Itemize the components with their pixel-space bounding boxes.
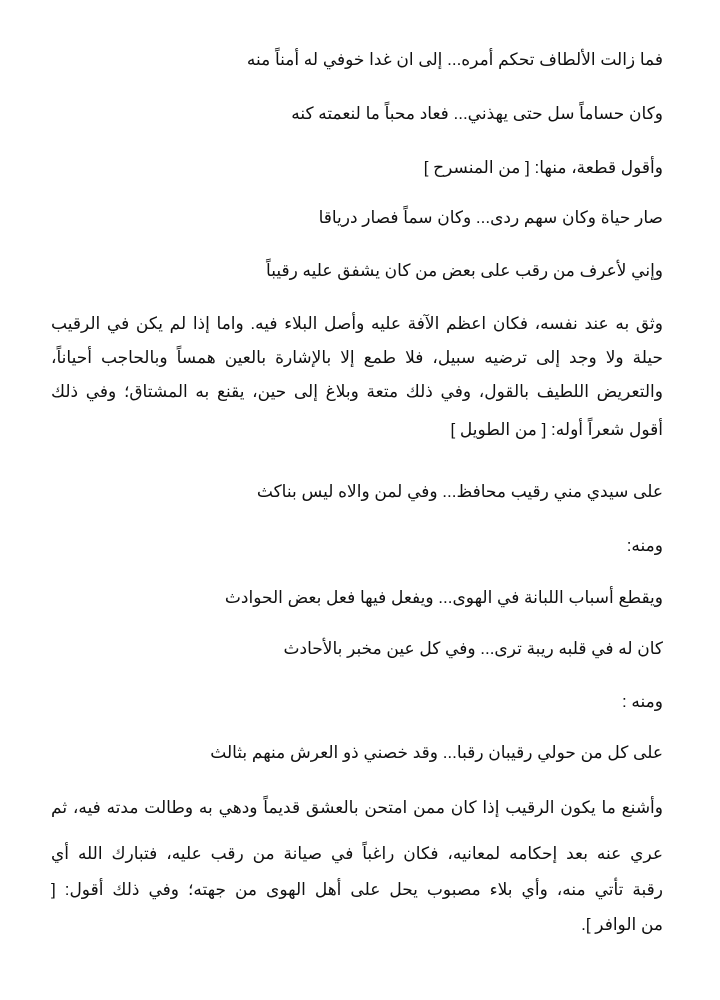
text-line: ومنه:: [626, 536, 663, 555]
text-line: وإني لأعرف من رقب على بعض من كان يشفق عليه رقيباً: [266, 261, 663, 280]
paragraph-line: وأشنع ما يكون الرقيب إذا كان ممن امتحن بالعشق قديماً ودهي به وطالت مدته فيه، ثم: [51, 798, 663, 817]
verse-line: على سيدي مني رقيب محافظ... وفي لمن والاه ليس بناكث: [256, 482, 663, 501]
verse-line: وكان حساماً سل حتى يهذني... فعاد محباً ما لنعمته كنه: [291, 104, 663, 123]
text-line: ومنه :: [621, 692, 663, 711]
paragraph-line: وثق به عند نفسه، فكان اعظم الآفة عليه وأصل البلاء فيه. واما إذا لم يكن في الرقيب: [51, 314, 663, 333]
heading-line: وأقول قطعة، منها: [ من المنسرح ]: [423, 158, 663, 177]
verse-line: على كل من حولي رقيبان رقبا... وقد خصني ذو العرش منهم بثالث: [210, 743, 663, 762]
paragraph-line: حيلة ولا وجد إلى ترضيه سبيل، فلا طمع إلا بالإشارة بالعين همساً وبالحاجب أحياناً،: [51, 348, 663, 367]
paragraph-line: رقبة تأتي منه، وأي بلاء مصبوب يحل على أهل الهوى من جهته؛ وفي ذلك أقول: [: [51, 880, 663, 899]
verse-line: صار حياة وكان سهم ردى... وكان سماً فصار درياقا: [318, 208, 663, 227]
verse-line: فما زالت الألطاف تحكم أمره... إلى ان غدا خوفي له أمناً منه: [246, 50, 663, 69]
paragraph-line: أقول شعراً أوله: [ من الطويل ]: [450, 420, 663, 439]
verse-line: كان له في قلبه ريبة ترى... وفي كل عين مخبر بالأحادث: [283, 639, 663, 658]
verse-line: ويقطع أسباب اللبانة في الهوى... ويفعل فيها فعل بعض الحوادث: [224, 588, 663, 607]
paragraph-line: والتعريض اللطيف بالقول، وفي ذلك متعة وبلاغ إلى حين، يقنع به المشتاق؛ وفي ذلك: [51, 382, 663, 401]
paragraph-line: من الوافر ].: [581, 915, 663, 934]
paragraph-line: عري عنه بعد إحكامه لمعانيه، فكان راغباً في صيانة من رقب عليه، فتبارك الله أي: [51, 844, 663, 863]
